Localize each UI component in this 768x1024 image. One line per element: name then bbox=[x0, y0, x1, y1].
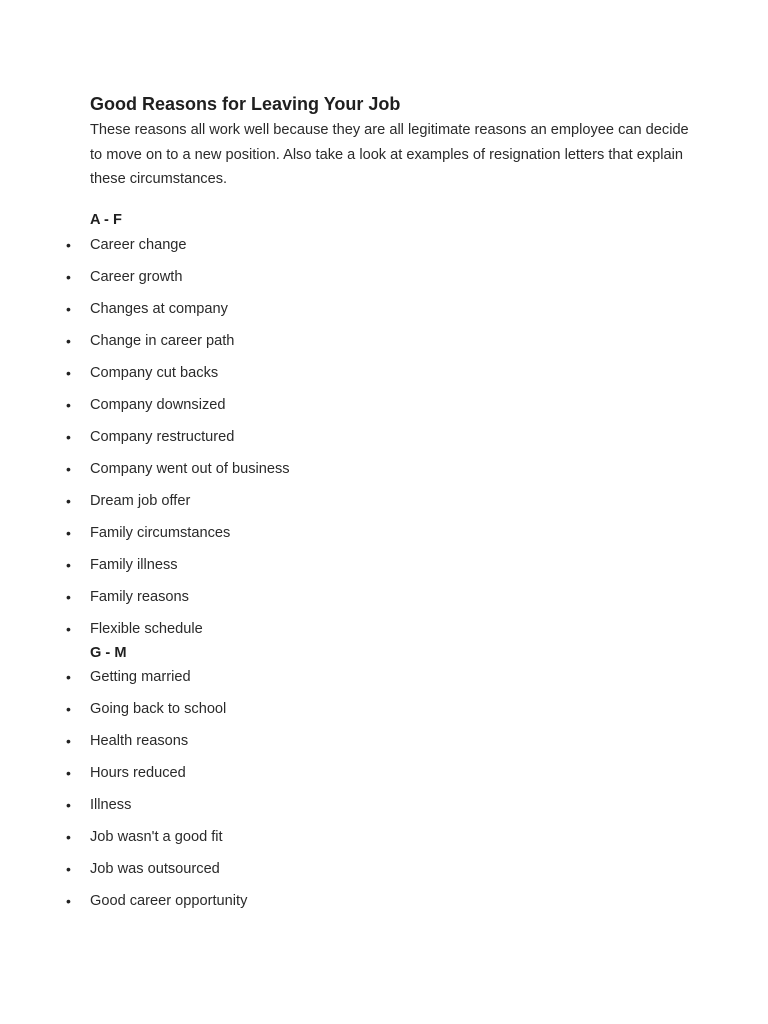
list-item bbox=[0, 620, 700, 644]
list-item bbox=[0, 364, 700, 396]
list-item-label: Flexible schedule bbox=[90, 621, 203, 637]
list-item bbox=[0, 300, 700, 332]
list-item bbox=[0, 732, 700, 764]
list-item bbox=[0, 668, 700, 700]
list-item bbox=[0, 860, 700, 892]
reasons-list-a-f bbox=[0, 236, 700, 644]
intro-paragraph: These reasons all work well because they are all legitimate reasons an employee can decide to move on to a new position. Also take a look at examples of resignation letters that explain these circumstances. bbox=[90, 122, 689, 187]
list-item bbox=[0, 828, 700, 860]
list-item bbox=[0, 524, 700, 556]
bullet-icon: • bbox=[66, 621, 71, 637]
list-item bbox=[0, 236, 700, 268]
bullet-icon: • bbox=[66, 829, 71, 845]
bullet-icon: • bbox=[66, 861, 71, 877]
list-item bbox=[0, 492, 700, 524]
reasons-list-g-m bbox=[0, 668, 700, 924]
list-item-label: Family illness bbox=[90, 557, 178, 573]
page-title: Good Reasons for Leaving Your Job bbox=[90, 94, 401, 114]
list-item-label: Change in career path bbox=[90, 333, 235, 349]
bullet-icon: • bbox=[66, 493, 71, 509]
bullet-icon: • bbox=[66, 365, 71, 381]
bullet-icon: • bbox=[66, 893, 71, 909]
bullet-icon: • bbox=[66, 797, 71, 813]
list-item-label: Company cut backs bbox=[90, 365, 219, 381]
bullet-icon: • bbox=[66, 589, 71, 605]
bullet-icon: • bbox=[66, 733, 71, 749]
list-item bbox=[0, 460, 700, 492]
bullet-icon: • bbox=[66, 765, 71, 781]
bullet-icon: • bbox=[66, 237, 71, 253]
list-item bbox=[0, 588, 700, 620]
list-item-label: Family circumstances bbox=[90, 525, 231, 541]
section-heading-a-f: A - F bbox=[90, 212, 122, 228]
list-item-label: Illness bbox=[90, 797, 132, 813]
list-item bbox=[0, 796, 700, 828]
list-item-label: Hours reduced bbox=[90, 765, 186, 781]
bullet-icon: • bbox=[66, 557, 71, 573]
list-item bbox=[0, 700, 700, 732]
list-item-label: Company downsized bbox=[90, 397, 226, 413]
list-item bbox=[0, 764, 700, 796]
list-item bbox=[0, 268, 700, 300]
list-item-label: Job wasn't a good fit bbox=[90, 829, 223, 845]
list-item-label: Health reasons bbox=[90, 733, 189, 749]
list-item-label: Dream job offer bbox=[90, 493, 191, 509]
list-item bbox=[0, 332, 700, 364]
list-item-label: Career growth bbox=[90, 269, 183, 285]
list-item-label: Company went out of business bbox=[90, 461, 290, 477]
list-item-label: Changes at company bbox=[90, 301, 228, 317]
list-item bbox=[0, 428, 700, 460]
bullet-icon: • bbox=[66, 429, 71, 445]
bullet-icon: • bbox=[66, 701, 71, 717]
bullet-icon: • bbox=[66, 333, 71, 349]
list-item-label: Job was outsourced bbox=[90, 861, 220, 877]
list-item-label: Getting married bbox=[90, 669, 191, 685]
bullet-icon: • bbox=[66, 669, 71, 685]
bullet-icon: • bbox=[66, 461, 71, 477]
bullet-icon: • bbox=[66, 397, 71, 413]
section-heading-g-m: G - M bbox=[90, 645, 127, 661]
list-item-label: Family reasons bbox=[90, 589, 189, 605]
bullet-icon: • bbox=[66, 525, 71, 541]
list-item bbox=[0, 892, 700, 924]
list-item-label: Good career opportunity bbox=[90, 893, 248, 909]
list-item-label: Company restructured bbox=[90, 429, 235, 445]
list-item bbox=[0, 396, 700, 428]
list-item bbox=[0, 556, 700, 588]
list-item-label: Career change bbox=[90, 237, 187, 253]
list-item-label: Going back to school bbox=[90, 701, 227, 717]
bullet-icon: • bbox=[66, 301, 71, 317]
bullet-icon: • bbox=[66, 269, 71, 285]
